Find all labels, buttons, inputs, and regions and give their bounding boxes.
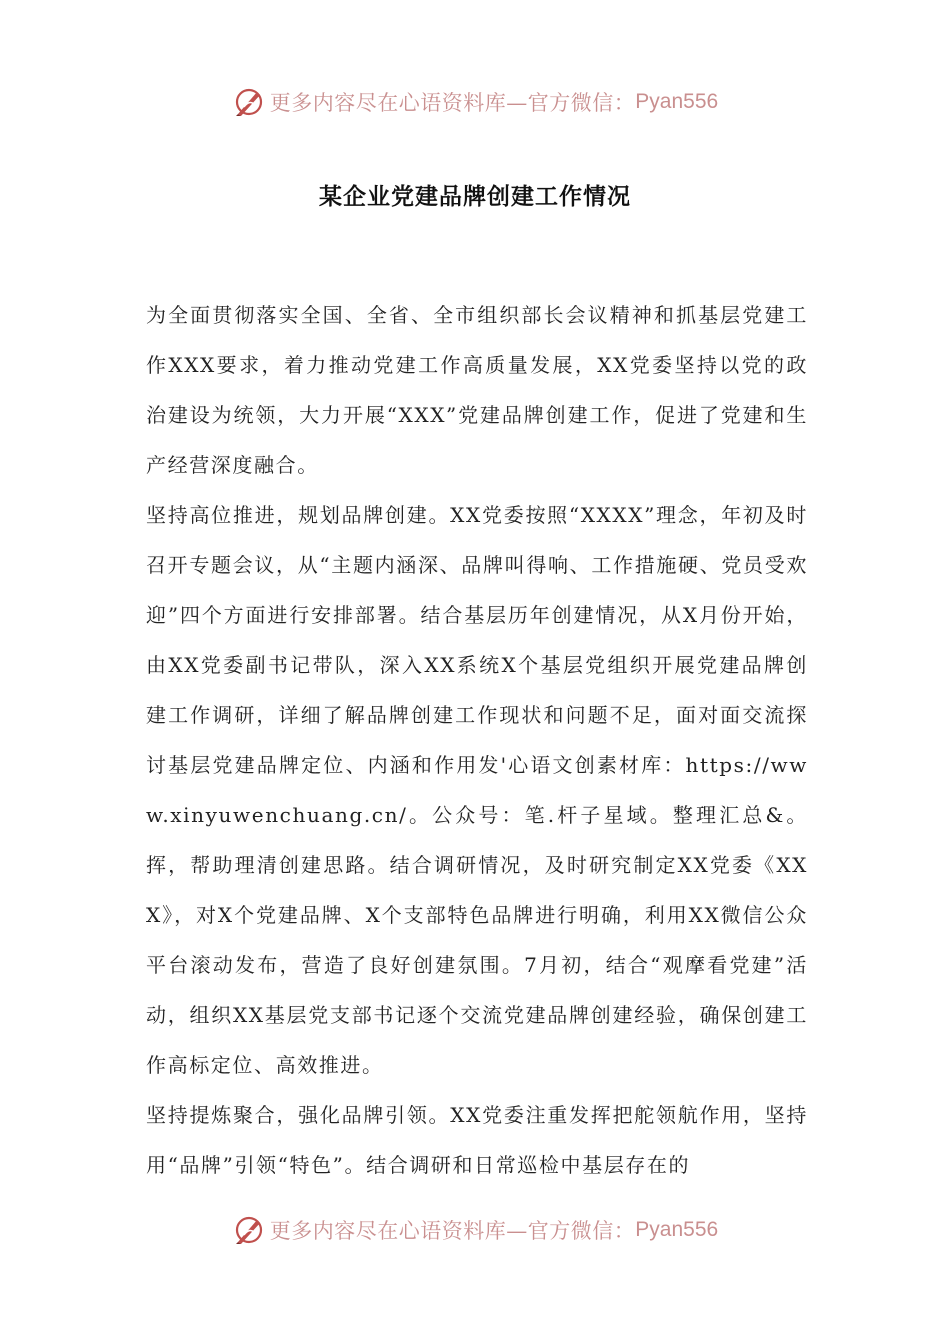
paragraph: 坚持提炼聚合，强化品牌引领。XX党委注重发挥把舵领航作用，坚持用“品牌”引领“特色”。结合调研和日常巡检中基层存在的 [146, 1103, 808, 1177]
pen-logo-icon [232, 1213, 266, 1247]
banner-wechat-id: Pyan556 [635, 90, 719, 113]
banner-wechat-id: Pyan556 [635, 1218, 719, 1241]
header-watermark-banner [0, 80, 950, 124]
document-title: 某企业党建品牌创建工作情况 [319, 184, 631, 210]
footer-watermark-banner [0, 1208, 950, 1252]
banner-text: 更多内容尽在心语资料库—官方微信： [269, 91, 636, 115]
banner-text: 更多内容尽在心语资料库—官方微信： [269, 1219, 636, 1243]
paragraph: 为全面贯彻落实全国、全省、全市组织部长会议精神和抓基层党建工作XXX要求，着力推动党建工作高质量发展，XX党委坚持以党的政治建设为统领，大力开展“XXX”党建品牌创建工作，促进了党建和生产经营深度融合。 [146, 303, 808, 477]
pen-logo-icon [232, 85, 266, 119]
paragraph: 坚持高位推进，规划品牌创建。XX党委按照“XXXX”理念，年初及时召开专题会议，从“主题内涵深、品牌叫得响、工作措施硬、党员受欢迎”四个方面进行安排部署。结合基层历年创建情况，从X月份开始，由XX党委副书记带队，深入XX系统X个基层党组织开展党建品牌创建工作调研，详细了解品牌创建工作现状和问题不足，面对面交流探讨基层党建品牌定位、内涵和作用发'心语文创素材库：https://www.xinyuwenchuang.cn/。公众号：笔.杆子星域。整理汇总&。挥，帮助理清创建思路。结合调研情况，及时研究制定XX党委《XXX》，对X个党建品牌、X个支部特色品牌进行明确，利用XX微信公众平台滚动发布，营造了良好创建氛围。7月初，结合“观摩看党建”活动，组织XX基层党支部书记逐个交流党建品牌创建经验，确保创建工作高标定位、高效推进。 [146, 503, 808, 1077]
document-body [146, 290, 808, 1190]
